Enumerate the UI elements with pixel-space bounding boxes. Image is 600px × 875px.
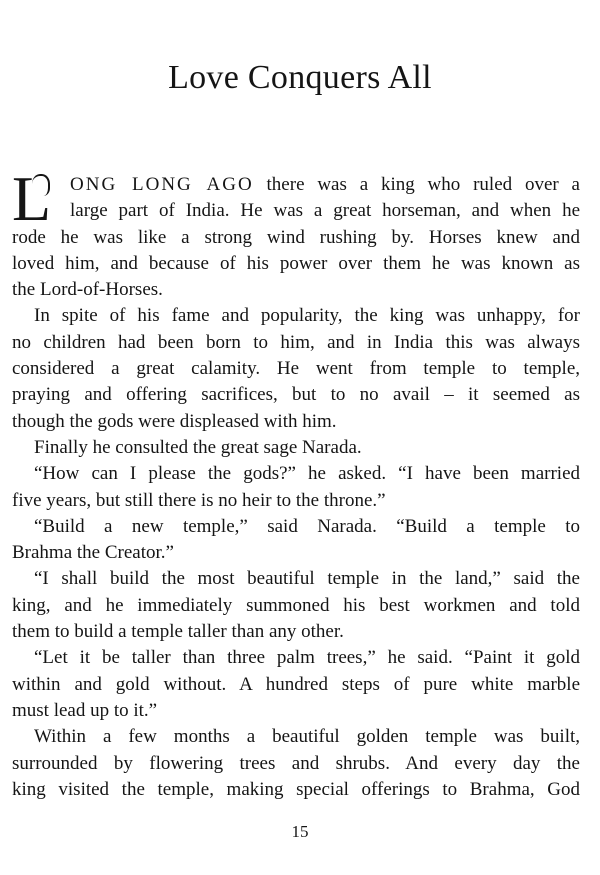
text-line-content: there was a king who ruled over a [253,174,580,195]
text-line: “How can I please the gods?” he asked. “I have been married [34,463,580,485]
text-line: large part of India. He was a great horseman, and when he [70,200,580,222]
text-line: them to build a temple taller than any other. [12,621,344,643]
page-number: 15 [291,822,309,841]
text-line: king, and he immediately summoned his best workmen and told [12,594,580,616]
text-line [12,172,580,198]
text-line: king visited the temple, making special offerings to Brahma, God [12,778,580,800]
text-line: Finally he consulted the great sage Narada. [34,436,362,458]
text-line: “I shall build the most beautiful temple in the land,” said the [34,568,580,590]
text-line: “Build a new temple,” said Narada. “Build a temple to [34,515,580,537]
text-line: In spite of his fame and popularity, the king was unhappy, for [34,305,580,327]
text-line: surrounded by flowering trees and shrubs. And every day the [12,752,580,774]
text-line: rode he was like a strong wind rushing by. Horses knew and [12,226,580,248]
body-text [12,163,580,803]
text-line: five years, but still there is no heir to the throne.” [12,489,386,511]
text-line: though the gods were displeased with him. [12,410,337,432]
text-line: considered a great calamity. He went from temple to temple, [12,358,580,380]
chapter-title: Love Conquers All [168,59,432,96]
text-line: within and gold without. A hundred steps of pure white marble [12,673,580,695]
opening-smallcaps: ONG LONG AGO [70,174,254,195]
text-line: loved him, and because of his power over them he was known as [12,252,580,274]
text-line: Within a few months a beautiful golden temple was built, [34,726,580,748]
text-line: no children had been born to him, and in India this was always [12,331,580,353]
drop-cap-letter: L [12,163,52,234]
text-line: praying and offering sacrifices, but to no avail – it seemed as [12,384,580,406]
text-line: “Let it be taller than three palm trees,” he said. “Paint it gold [34,647,580,669]
text-line: the Lord-of-Horses. [12,279,163,301]
text-line: must lead up to it.” [12,699,158,721]
text-line: Brahma the Creator.” [12,542,174,564]
